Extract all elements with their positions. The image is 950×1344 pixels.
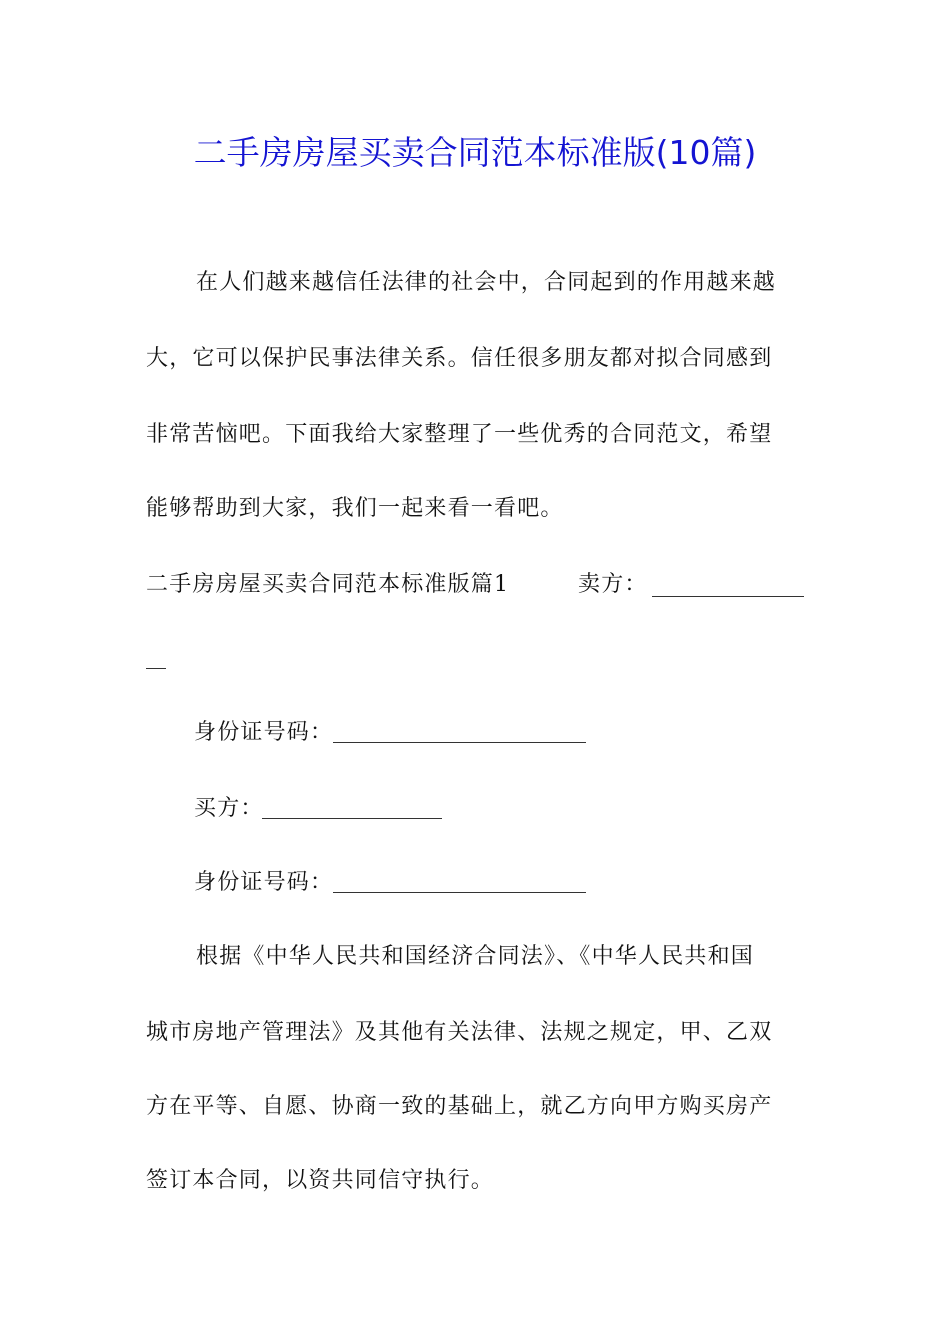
buyer-blank	[262, 800, 442, 819]
seller-id-blank	[333, 724, 586, 743]
intro-line-1: 在人们越来越信任法律的社会中，合同起到的作用越来越	[196, 270, 777, 295]
intro-line-4: 能够帮助到大家，我们一起来看一看吧。	[146, 496, 564, 521]
body-line-2: 城市房地产管理法》及其他有关法律、法规之规定，甲、乙双	[146, 1020, 773, 1045]
seller-id-label: 身份证号码：	[194, 720, 334, 745]
seller-blank	[652, 578, 804, 597]
intro-line-3: 非常苦恼吧。下面我给大家整理了一些优秀的合同范文，希望	[146, 422, 773, 447]
buyer-id-label: 身份证号码：	[194, 870, 334, 895]
buyer-id-blank	[333, 874, 586, 893]
document-title: 二手房房屋买卖合同范本标准版(10篇)	[193, 133, 757, 172]
section-heading: 二手房房屋买卖合同范本标准版篇1	[146, 572, 510, 597]
buyer-label: 买方：	[194, 796, 264, 821]
seller-blank-continued	[146, 650, 166, 669]
body-line-3: 方在平等、自愿、协商一致的基础上，就乙方向甲方购买房产	[146, 1094, 773, 1119]
body-line-1: 根据《中华人民共和国经济合同法》、《中华人民共和国	[196, 944, 755, 969]
intro-line-2: 大，它可以保护民事法律关系。信任很多朋友都对拟合同感到	[146, 346, 773, 371]
seller-label: 卖方：	[578, 572, 648, 597]
body-line-4: 签订本合同，以资共同信守执行。	[146, 1168, 495, 1193]
